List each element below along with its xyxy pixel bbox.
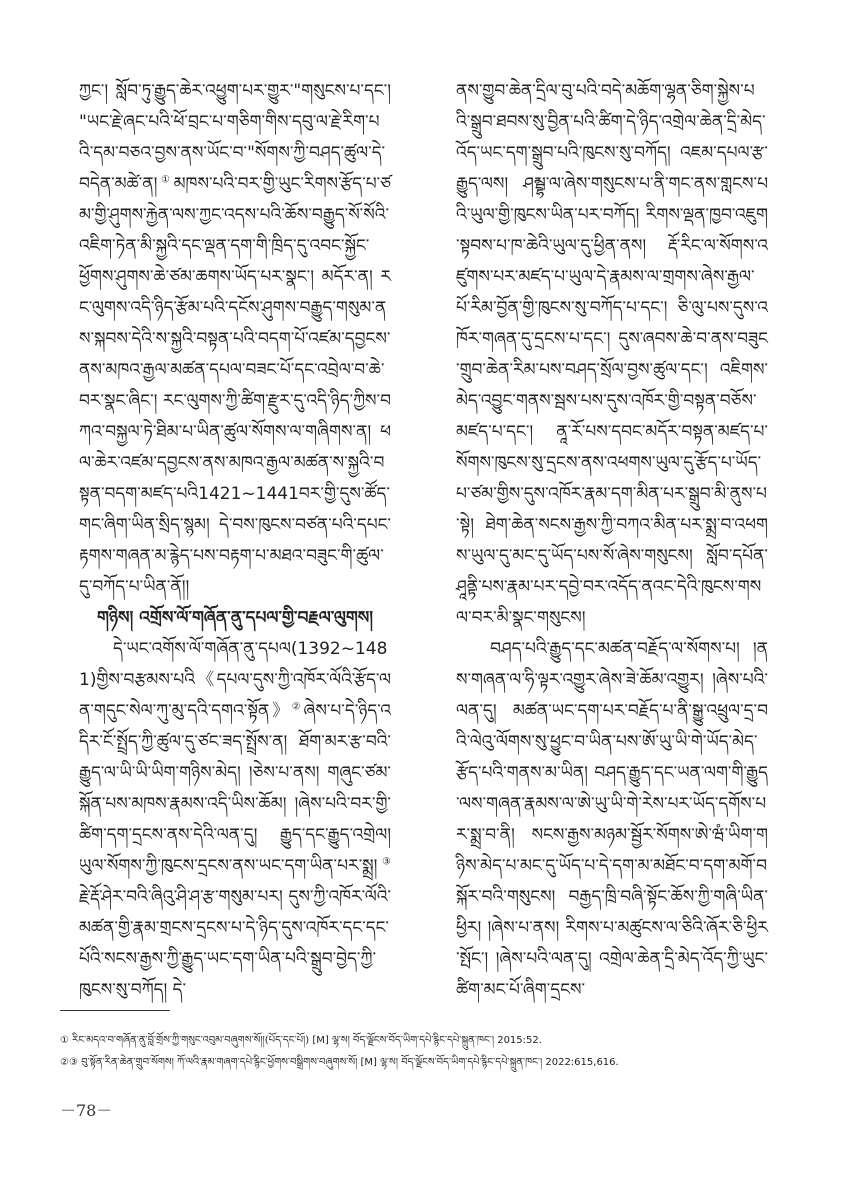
left-paragraph-1-text: ཀྱང་། སློབ་ཏུ་རྒྱུད་ཆེར་འཕྱུག་པར་གྱུར་"གསུངས་པ་དང་། "ཡང་རྗེ་ཞང་པའི་ཕོ་བྲང་པ་གཅིག་གིས་དབུ་ལ་རྗེ་རིག་པའི་དམ་བཅའ་བྱས་ནས་ཡོང་བ་"སོགས་ཀྱི་བཤད་ཚུལ་དེ་བདེན་མཚེ་ན། — [79, 81, 391, 194]
left-paragraph-1-continued: མཁས་པའི་བར་གྱི་ཡུང་རིགས་རྩོད་པ་ཙམ་གྱི་ཤུགས་རྐྱེན་ལས་ཀྱང་འདས་པའི་ཆོས་བརྒྱུད་སོ་སོའི་འཇིག་ཏེན་མི་སྐྱའི་དང་ལྡན་དག་གི་ཁྲིད་དུ་འབང་སྐྱོང་ཕྱོགས་ཤུགས་ཆེ་ཙམ་ཆགས་ཡོད་པར་སྣང་། མདོར་ན། རང་ལུགས་འདི་ཉིད་རྩོམ་པའི་དངོས་ཤུགས་བརྒྱུད་གསུམ་ནས་སྐབས་དེའི་ས་སྐྱའི་བསྟན་པའི་བདག་པོ་འཛམ་དབྱངས་ནས་མཁའ་རྒྱལ་མཚན་དཔལ་བཟང་པོ་དང་འབྲེལ་བ་ཆེ་བར་སྣང་ཞིང་། རང་ལུགས་ཀྱི་ཚིག་རྫུར་དུ་འདི་ཉིད་ཀྱིས་བཀའ་བསྐྱལ་ཏེ་ཐིམ་པ་ཡིན་ཚུལ་སོགས་ལ་གཞིགས་ན། ཕལ་ཆེར་འཛམ་དབྱངས་ནས་མཁའ་རྒྱལ་མཚན་ས་སྐྱའི་བསྟན་བདག་མཛད་པའི1421~1441བར་གྱི་དུས་ཚོད་གང་ཞིག་ཡིན་སྲིད་སྙམ། དེ་བས་ཁུངས་བཙན་པའི་དཔང་རྟགས་གཞན་མ་རྙེད་པས་བརྟག་པ་མཐའ་བཟུང་གི་ཚུལ་དུ་བཀོད་པ་ཡིན་ནོ།། — [79, 174, 391, 597]
footnotes — [60, 1030, 800, 1074]
right-paragraph-2: བཤད་པའི་རྒྱུད་དང་མཚན་བརྗོད་ལ་སོགས་པ། །ནས་གཞན་ལ་ཧི་ལྟར་འགྱུར་ཞེས་ཟེ་ཆོམ་འགྱུར། །ཞེས་པའི་ལན་དུ། མཚན་ཡང་དག་པར་བརྗོད་པ་ནི་སྒྱུ་འཕྲུལ་དྲ་བའི་ལེའུ་ལོགས་སུ་ཕྱུང་བ་ཡིན་པས་ཨོ་ཡུ་ཡི་གེ་ཡོད་མེད་རྩོད་པའི་གནས་མ་ཡིན། བཤད་རྒྱུད་དང་ཡན་ལག་གི་རྒྱུད་ལས་གཞན་རྣམས་ལ་ཨེ་ཡུ་ཡི་གེ་རེས་པར་ཡོད་དགོས་པར་སྨྲ་བ་ནི། སངས་རྒྱས་མཉམ་སྦྱོར་སོགས་ཨེ་ཝཾ་ཡིག་གཉིས་མེད་པ་མང་དུ་ཡོད་པ་དེ་དག་མ་མཐོང་བ་དག་མགོ་བསྐོར་བའི་གསུངས། བརྒྱད་ཁྲི་བཞི་སྟོང་ཆོས་ཀྱི་གཞི་ཡིན་ཕྱིར། །ཞེས་པ་ནས། རིགས་པ་མཚུངས་ལ་ཅིའི་ཞོར་ཅི་ཕྱིར་སྤོང་། །ཞེས་པའི་ལན་དུ། འགྲེལ་ཆེན་དྲི་མེད་འོད་ཀྱི་ཡུང་ཚིག་མང་པོ་ཞིག་དྲངས་ — [456, 639, 768, 1000]
footnote-marker-2[interactable]: ② — [291, 701, 304, 713]
footnote-marker-3[interactable]: ③ — [377, 856, 391, 868]
left-paragraph-2 — [79, 634, 391, 1006]
right-column — [456, 76, 768, 1006]
page-number: －78－ — [60, 1101, 113, 1120]
footnote-2: ②③ བུ་སྟོན་རིན་ཆེན་གྲུབ་སོགས། ཀོ་ལའི་རྣམ་གཞག་དཔེ་རྙིང་ཕྱོགས་བསྒྲིགས་བཞུགས་སོ། [M] ལྷ་ས། བོད་ལྗོངས་བོད་ཡིག་དཔེ་རྙིང་དཔེ་སྐྲུན་ཁང་། 2022:615,616. — [60, 1057, 619, 1068]
footnote-divider — [60, 1010, 170, 1011]
left-paragraph-2-continued: ཞེས་པ་དེ་ཉིད་འདིར་ངོ་སྤྲོད་ཀྱི་ཚུལ་དུ་ཙང་ཟད་སྤྲོས་ན། ཐོག་མར་རྩ་བའི་རྒྱུད་ལ་ཡི་ཡི་ཡིག་གཉིས་མེད། །ཅེས་པ་ནས། གཞུང་ཙམ་སྐོན་པས་མཁས་རྣམས་འདི་ཡིས་ཆོམ། །ཞེས་པའི་བར་གྱི་ཚིག་དག་དྲངས་ནས་དེའི་ལན་དུ། རྒྱུད་དང་རྒྱུད་འགྲེལ། ཡུལ་སོགས་ཀྱི་ཁུངས་དྲངས་ནས་ཡང་དག་ཡིན་པར་སྨྲ། — [79, 701, 391, 876]
left-column — [79, 76, 391, 1006]
left-paragraph-2-end: རྗེ་རྡོ་ཤེར་བའི་ཞིའུ་ཤི་ཤ་རྩ་གསུམ་པར། དུས་ཀྱི་འཁོར་ལོའི་མཚན་གྱི་རྣམ་གྲངས་དྲངས་པ་དེ་ཉིད་དུས་འཁོར་དང་དང་པོའི་སངས་རྒྱས་ཀྱི་རྒྱུད་ཡང་དག་ཡིན་པའི་སྒྲུབ་བྱེད་ཀྱི་ཁུངས་སུ་བཀོད། དེ་ — [79, 887, 391, 1000]
left-paragraph-1 — [79, 76, 391, 603]
footnote-marker-1[interactable]: ① — [157, 174, 174, 186]
right-paragraph-1: ནས་གྱུབ་ཆེན་དྲིལ་བུ་པའི་བདེ་མཆོག་ལྷན་ཅིག་སྐྱེས་པའི་སྒྲུབ་ཐབས་སུ་བྱིན་པའི་ཚིག་དེ་ཉིད་འགྲེལ་ཆེན་དྲི་མེད་འོད་ཡང་དག་སྒྲུབ་པའི་ཁུངས་སུ་བཀོད། འཇམ་དཔལ་རྩ་རྒྱུད་ལས། ཤམྦྷ་ལ་ཞེས་གསུངས་པ་ནི་གང་ནས་གླངས་པའི་ཡུལ་གྱི་ཁུངས་ཡིན་པར་བཀོད། རིགས་ལྡན་ཁྱབ་འཇུག་སྟབས་པ་ཁ་ཆེའི་ཡུལ་དུ་ཕྱིན་ནས། རྡོ་རིང་ལ་སོགས་འཛུགས་པར་མཛད་པ་ཡུལ་དེ་རྣམས་ལ་གྲགས་ཞེས་རྒྱལ་པོ་རིམ་བྱོན་གྱི་ཁུངས་སུ་བཀོད་པ་དང་། ཅི་ལུ་པས་དུས་འཁོར་གཞན་དུ་དྲངས་པ་དང་། དུས་ཞབས་ཆེ་བ་ནས་བཟུང་གྲུབ་ཆེན་རིམ་པས་བཤད་སྲོལ་བྱས་ཚུལ་དང་། འཇིགས་མེད་འབྱུང་གནས་སྦས་པས་དུས་འཁོར་གྱི་བསྟན་བཅོས་མཛད་པ་དང་། ནཱ་རོ་པས་དབང་མདོར་བསྟན་མཛད་པ་སོགས་ཁུངས་སུ་དྲངས་ནས་འཕགས་ཡུལ་དུ་རྩོད་པ་ཡོད་པ་ཙམ་གྱིས་དུས་འཁོར་རྣམ་དག་མིན་པར་སྒྲུབ་མི་ནུས་པ་སྟེ། ཐེག་ཆེན་སངས་རྒྱས་ཀྱི་བཀའ་མིན་པར་སྨྲ་བ་འཕགས་ཡུལ་དུ་མང་དུ་ཡོད་པས་སོ་ཞེས་གསུངས། སློབ་དཔོན་ཤཱནྟི་པས་རྣམ་པར་དབྱེ་བར་འདོད་ནའང་དེའི་ཁུངས་གསལ་བར་མི་སྣང་གསུངས། — [456, 81, 768, 628]
left-paragraph-2-text: དེ་ཡང་འགོས་ལོ་གཞོན་ནུ་དཔལ(1392~1481)གྱིས་བརྩམས་པའི《དཔལ་དུས་ཀྱི་འཁོར་ལོའི་རྩོད་ལན་གདུང་སེལ་ཀུ་མུ་དའི་དགའ་སྟོན》 — [79, 639, 391, 721]
section-heading: གཉིས། འགྲོས་ལོ་གཞོན་ནུ་དཔལ་གྱི་བརྗལ་ལུགས། — [96, 608, 374, 628]
footnote-1: ① རིང་མདའ་བ་གཞོན་ནུ་བློ་གྲོས་ཀྱི་གསུང་འབུམ་བཞུགས་སོ།།(པོད་དང་པོ།) [M] ལྷ་ས། བོད་ལྗོངས་བོད་ཡིག་དཔེ་རྙིང་དཔེ་སྐྲུན་ཁང་། 2015:52. — [60, 1035, 542, 1046]
